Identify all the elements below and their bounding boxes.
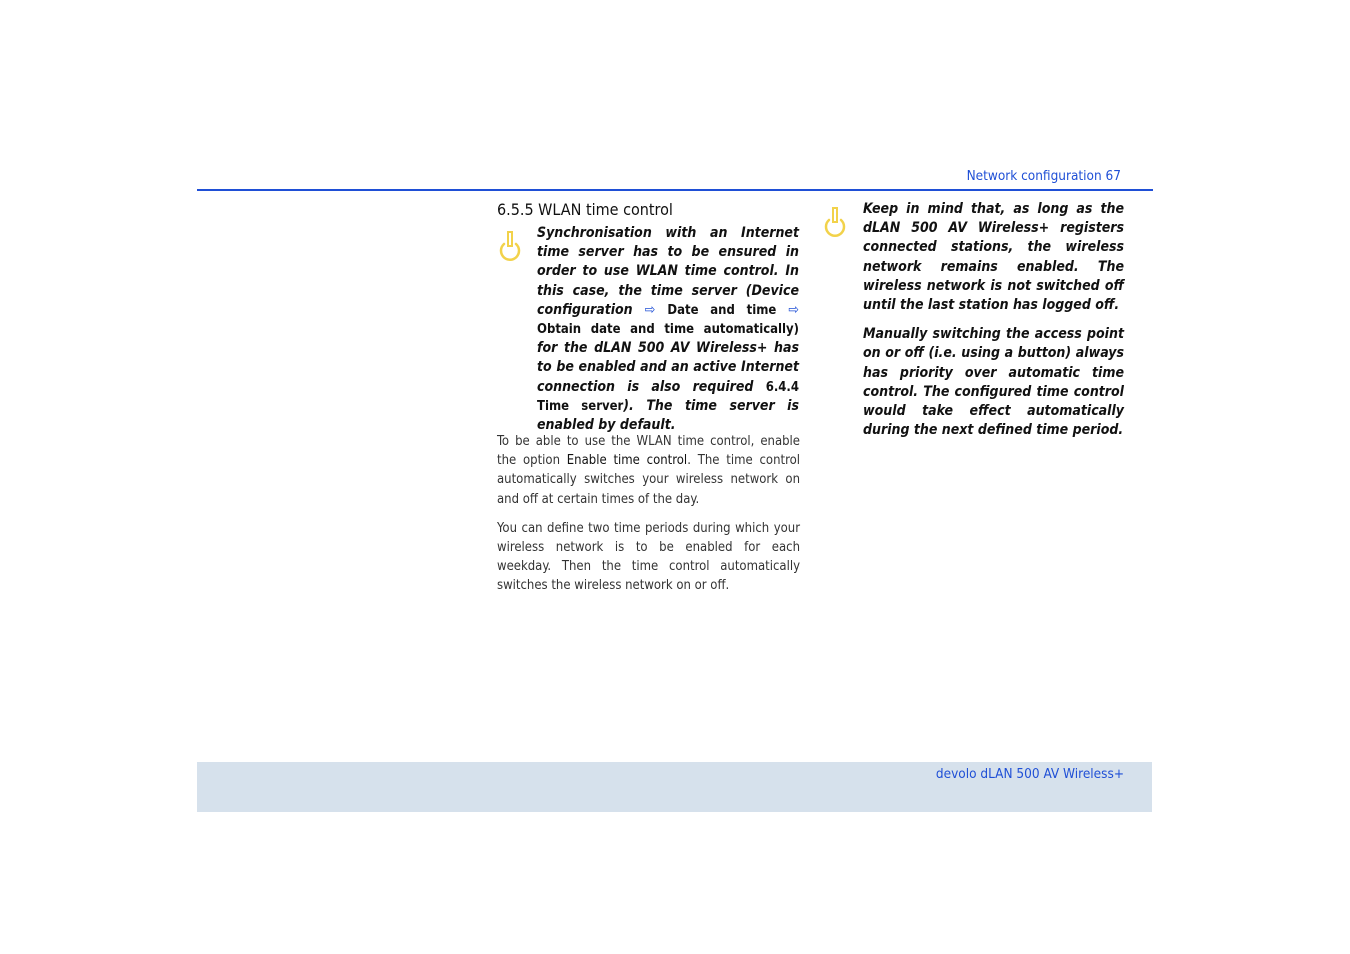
body-paragraphs bbox=[497, 432, 800, 606]
note-paragraph-1: Keep in mind that, as long as the dLAN 500 AV Wireless+ registers connected stations, the wireless network remains enabled. The wireless network is not switched off until the last station has logged off. bbox=[863, 201, 1124, 314]
footer-band bbox=[197, 762, 1152, 812]
arrow-right-icon: ⇨ bbox=[644, 301, 656, 318]
header-rule bbox=[197, 189, 1153, 191]
note-text-3: ). The time server is enabled by default. bbox=[537, 397, 799, 434]
arrow-right-icon: ⇨ bbox=[788, 301, 799, 318]
note-text-1: Synchronisation with an Internet time server has to be ensured in order to use WLAN time control. In this case, the time server (Device configuration bbox=[537, 225, 799, 318]
hand-pointing-note-icon bbox=[497, 230, 523, 264]
menu-path-obtain-date: Obtain date and time automatically) bbox=[537, 322, 799, 338]
note-registered-stations bbox=[863, 200, 1124, 440]
paragraph-time-periods: You can define two time periods during which your wireless network is to be enabled for each weekday. Then the time control automatically switches the wireless network on or off. bbox=[497, 520, 800, 594]
note-time-server bbox=[537, 224, 799, 435]
menu-path-date-time: Date and time bbox=[667, 302, 777, 318]
option-enable-time-control: Enable time control bbox=[566, 453, 688, 469]
paragraph-enable: To be able to use the WLAN time control, enable the option Enable time control. The time control automatically switches your wireless network on and off at certain times of the day. bbox=[497, 434, 800, 507]
note-text-2: for the dLAN 500 AV Wireless+ has to be enabled and an active Internet connection is also required bbox=[537, 340, 799, 395]
running-header: Network configuration 67 bbox=[966, 168, 1121, 184]
hand-pointing-note-icon bbox=[822, 206, 848, 240]
cross-reference[interactable]: 6.4.4 Time server bbox=[537, 379, 799, 414]
section-title: 6.5.5 WLAN time control bbox=[497, 200, 673, 219]
footer-product-name: devolo dLAN 500 AV Wireless+ bbox=[935, 766, 1124, 782]
note-paragraph-2: Manually switching the access point on or off (i.e. using a button) always has priority over automatic time control. The configured time control would take effect automatically during the next defined time period. bbox=[863, 326, 1124, 439]
